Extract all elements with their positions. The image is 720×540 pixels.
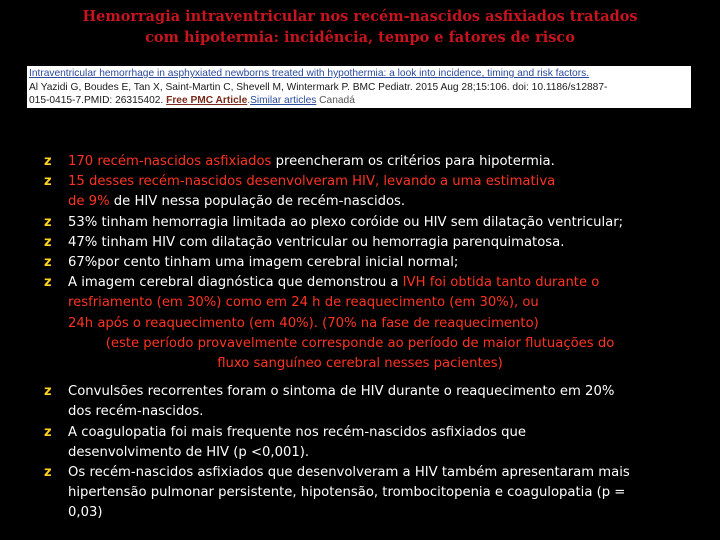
list-item-text: Convulsões recorrentes foram o sintoma de HIV durante o reaquecimento em 20% bbox=[68, 384, 615, 400]
highlight-text: resfriamento (em 30%) como em 24 h de reaquecimento (em 30%), ou bbox=[68, 295, 539, 311]
bullet-marker-icon: z bbox=[44, 424, 52, 440]
similar-articles-link[interactable]: Similar articles bbox=[250, 95, 317, 106]
bullet-marker-icon: z bbox=[44, 465, 52, 481]
list-item-text: 47% tinham HIV com dilatação ventricular ou hemorragia parenquimatosa. bbox=[68, 234, 565, 250]
reference-citation: BMC Pediatr. 2015 Aug 28;15:106. doi: 10.1186/s12887- bbox=[352, 81, 608, 93]
list-item bbox=[0, 253, 720, 273]
list-item bbox=[0, 382, 720, 422]
list-item-text: desenvolvimento de HIV (p <0,001). bbox=[68, 444, 310, 460]
slide-title-line-2: com hipotermia: incidência, tempo e fatores de risco bbox=[145, 29, 575, 46]
highlight-text: 24h após o reaquecimento (em 40%). (70% na fase de reaquecimento) bbox=[68, 315, 539, 331]
list-item-text: 53% tinham hemorragia limitada ao plexo coróide ou HIV sem dilatação ventricular; bbox=[68, 214, 624, 230]
list-item bbox=[0, 273, 720, 334]
slide-title bbox=[0, 6, 720, 48]
reference-authors: Al Yazidi G, Boudes E, Tan X, Saint-Martin C, Shevell M, Wintermark P. bbox=[29, 81, 350, 93]
list-item-text: A imagem cerebral diagnóstica que demonstrou a bbox=[68, 275, 403, 291]
centered-note bbox=[0, 334, 720, 374]
reference-pmid: PMID: 26315402. bbox=[83, 95, 164, 106]
list-item-text: 67%por cento tinham uma imagem cerebral inicial normal; bbox=[68, 255, 459, 271]
list-item bbox=[0, 172, 720, 212]
list-item bbox=[0, 423, 720, 463]
list-item-text: 0,03) bbox=[68, 505, 103, 521]
article-title-link[interactable]: Intraventricular hemorrhage in asphyxiated newborns treated with hypothermia: a look into incidence, timing and risk factors. bbox=[29, 68, 590, 79]
centered-note-line: fluxo sanguíneo cerebral nesses pacientes) bbox=[217, 356, 503, 372]
reference-citation-cont: 015-0415-7. bbox=[29, 95, 84, 106]
list-item-text: A coagulopatia foi mais frequente nos recém-nascidos asfixiados que bbox=[68, 424, 527, 440]
bullet-marker-icon: z bbox=[44, 174, 52, 190]
reference-country: Canadá bbox=[319, 95, 355, 106]
list-item-text: dos recém-nascidos. bbox=[68, 404, 204, 420]
list-item bbox=[0, 233, 720, 253]
bullet-marker-icon: z bbox=[44, 255, 52, 271]
list-item bbox=[0, 463, 720, 524]
centered-note-line: (este período provavelmente corresponde ao período de maior flutuações do bbox=[105, 335, 615, 351]
list-item-text: de HIV nessa população de recém-nascidos. bbox=[109, 194, 406, 210]
reference-box: Intraventricular hemorrhage in asphyxiated newborns treated with hypothermia: a look into incidence, timing and risk factors. Al Yazidi G, Boudes E, Tan X, Saint-Martin C, Shevell M, Wintermark P. BMC Pediatr. 2015 Aug 28;15:106. doi: 10.1186/s12887- 015-0415-7.PMID: 26315402. Free PMC Article.Similar articles Canadá bbox=[27, 66, 691, 108]
list-item bbox=[0, 213, 720, 233]
highlight-text: 15 desses recém-nascidos desenvolveram HIV, levando a uma estimativa bbox=[68, 174, 556, 190]
bullet-marker-icon: z bbox=[44, 154, 52, 169]
bullet-marker-icon: z bbox=[44, 234, 52, 250]
bullet-marker-icon: z bbox=[44, 275, 52, 291]
highlight-text: de 9% bbox=[68, 194, 110, 210]
findings-list bbox=[0, 152, 720, 524]
free-pmc-article-link[interactable]: Free PMC Article bbox=[166, 95, 248, 106]
list-item-text: preencheram os critérios para hipotermia. bbox=[271, 154, 555, 169]
list-item bbox=[0, 152, 720, 172]
bullet-marker-icon: z bbox=[44, 384, 52, 400]
slide-title-line-1: Hemorragia intraventricular nos recém-nascidos asfixiados tratados bbox=[82, 8, 638, 25]
list-item-text: Os recém-nascidos asfixiados que desenvolveram a HIV também apresentaram mais bbox=[68, 465, 630, 481]
list-item-text: hipertensão pulmonar persistente, hipotensão, trombocitopenia e coagulopatia (p = bbox=[68, 485, 626, 501]
highlight-text: 170 recém-nascidos asfixiados bbox=[68, 154, 272, 169]
highlight-text: IVH foi obtida tanto durante o bbox=[402, 275, 600, 291]
bullet-marker-icon: z bbox=[44, 214, 52, 230]
